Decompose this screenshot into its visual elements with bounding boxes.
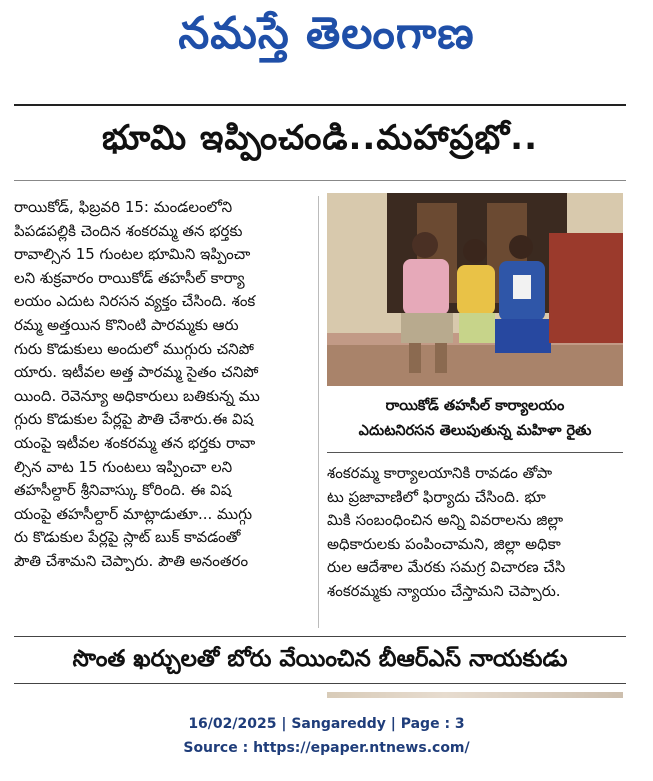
text-line: తహసీల్దార్ శ్రీనివాస్కు కోరింది. ఈ విష xyxy=(14,481,232,500)
masthead xyxy=(0,0,653,100)
footer-source: Source : https://epaper.ntnews.com/ xyxy=(183,740,470,756)
text-line: రు కొడుకుల పేర్లపై స్లాట్ బుక్ కావడంతో xyxy=(14,528,241,547)
text-line: పిపడపల్లికి చెందిన శంకరమ్మ తన భర్తకు xyxy=(14,221,243,240)
article-right-column xyxy=(327,462,623,604)
text-line: రావాల్సిన 15 గుంటల భూమిని ఇప్పించా xyxy=(14,245,251,264)
text-line: ల్సిన వాట 15 గుంటలు ఇప్పించా లని xyxy=(14,457,233,476)
text-line: యారు. ఇటీవల అత్త పారమ్మ సైతం చనిపో xyxy=(14,363,259,382)
text-line: లని శుక్రవారం రాయికోడ్ తహసీల్ కార్యా xyxy=(14,268,245,287)
text-line: గ్గురు కొడుకుల పేర్లపై పౌతి చేశారు.ఈ విష xyxy=(14,410,254,429)
headline-divider xyxy=(14,180,626,181)
text-line: రాయికోడ్, ఫిబ్రవరి 15: మండలంలోని xyxy=(14,198,233,216)
column-divider xyxy=(318,196,319,628)
text-line: రమ్మ అత్తయిన కొనింటి పారమ్మకు ఆరు xyxy=(14,315,239,334)
text-line: శంకరమ్మకు న్యాయం చేస్తామని చెప్పారు. xyxy=(327,581,561,600)
caption-line: ఎదుటనిరసన తెలుపుతున్న మహిళా రైతు xyxy=(358,423,592,439)
news-photo xyxy=(327,193,623,386)
text-line: మికి సంబంధించిన అన్ని వివరాలను జిల్లా xyxy=(327,511,564,530)
footer-date-edition: 16/02/2025 | Sangareddy | Page : 3 xyxy=(188,716,465,732)
text-line: యంపై తహసీల్దార్ మాట్లాడుతూ... ముగ్గు xyxy=(14,504,253,523)
photo-strip xyxy=(327,692,623,698)
sub-headline: సొంత ఖర్చులతో బోరు వేయించిన బీఆర్ఎస్ నాయకుడు xyxy=(72,646,568,672)
caption-divider xyxy=(327,452,623,453)
text-line: రుల ఆదేశాల మేరకు సమగ్ర విచారణ చేసి xyxy=(327,558,566,577)
text-line: యింది. రెవెన్యూ అధికారులు బతికున్న ము xyxy=(14,386,260,405)
text-line: గురు కొడుకులు అందులో ముగ్గురు చనిపో xyxy=(14,339,254,358)
article-left-column xyxy=(14,196,312,574)
text-line: టు ప్రజావాణిలో ఫిర్యాదు చేసింది. భూ xyxy=(327,487,546,506)
section-divider xyxy=(14,636,626,637)
top-divider xyxy=(14,104,626,106)
text-line: యంపై ఇటీవల శంకరమ్మ తన భర్తకు రావా xyxy=(14,433,256,452)
photo-caption xyxy=(327,394,623,444)
subhead-divider xyxy=(14,683,626,684)
protest-photo-illustration xyxy=(327,193,623,386)
text-line: శంకరమ్మ కార్యాలయానికి రావడం తోపా xyxy=(327,464,553,482)
text-line: అధికారులకు పంపించామని, జిల్లా అధికా xyxy=(327,534,561,553)
caption-line: రాయికోడ్ తహసీల్ కార్యాలయం xyxy=(385,398,565,414)
text-line: లయం ఎదుట నిరసన వ్యక్తం చేసింది. శంక xyxy=(14,292,256,311)
newspaper-logo: నమస్తే తెలంగాణ xyxy=(178,8,475,59)
text-line: పౌతి చేశామని చెప్పారు. పౌతి అనంతరం xyxy=(14,551,249,570)
headline: భూమి ఇప్పించండి..మహాప్రభో.. xyxy=(101,118,538,158)
